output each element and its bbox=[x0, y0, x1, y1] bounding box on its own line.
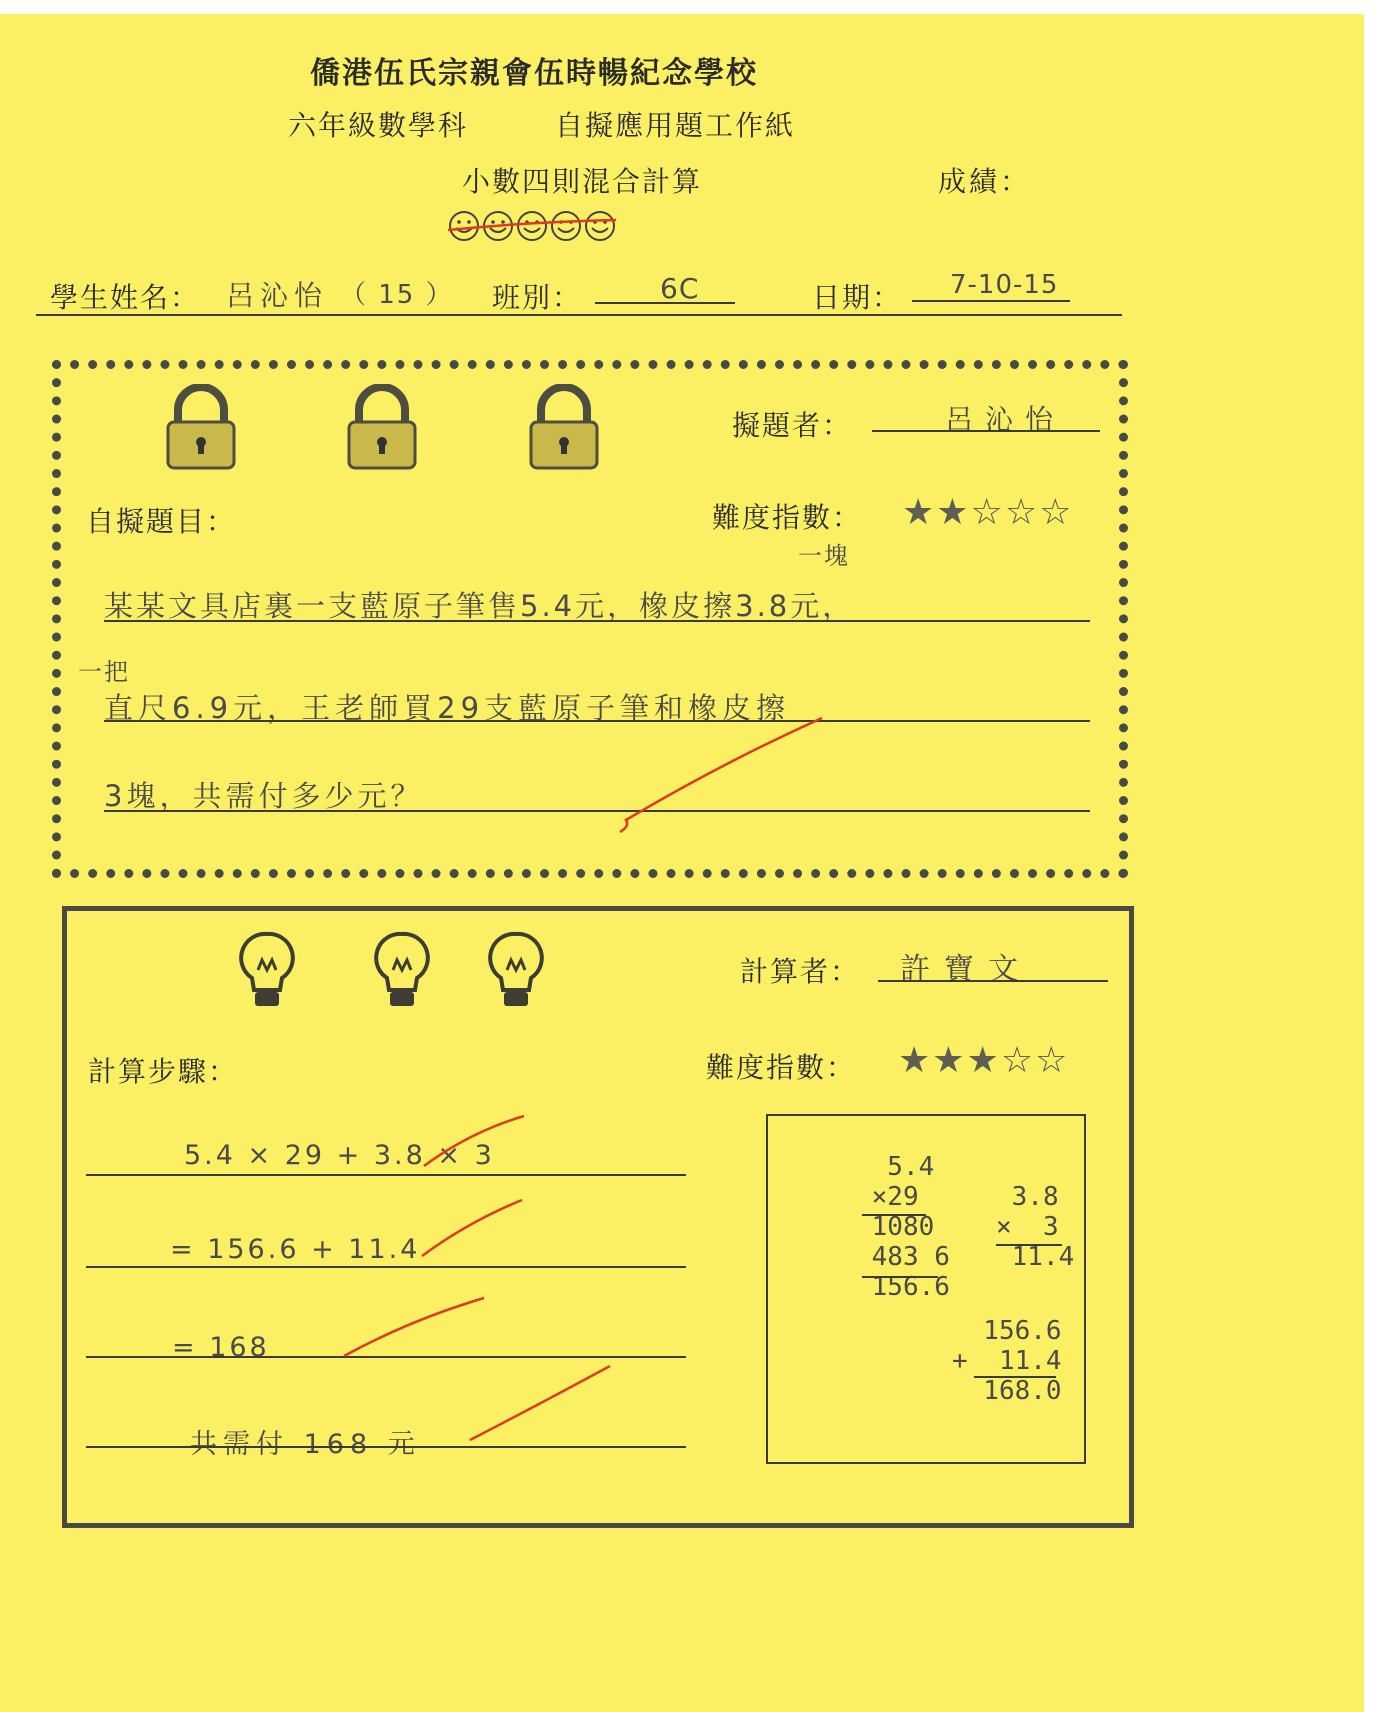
question-insert-2: 一把 bbox=[78, 658, 130, 686]
working-addition: 156.6 + 11.4 168.0 bbox=[952, 1316, 1062, 1406]
star-empty-icon: ☆☆☆ bbox=[970, 492, 1074, 533]
step-3: = 168 bbox=[172, 1332, 270, 1363]
student-info-underline bbox=[36, 314, 1122, 316]
worksheet-title: 自擬應用題工作紙 bbox=[555, 109, 796, 142]
red-check-mark bbox=[418, 1196, 528, 1262]
steps-label: 計算步驟： bbox=[88, 1055, 239, 1088]
question-line-2-rule bbox=[104, 720, 1090, 722]
class-label: 班別： bbox=[492, 281, 583, 314]
question-prompt-label: 自擬題目： bbox=[86, 505, 237, 538]
solver-name: 許寶文 bbox=[900, 952, 1032, 987]
question-author: 呂沁怡 bbox=[945, 403, 1066, 436]
step-2-rule bbox=[86, 1266, 686, 1268]
working-c-rule bbox=[974, 1376, 1056, 1378]
class-value: 6C bbox=[660, 272, 700, 305]
solver-underline bbox=[878, 980, 1108, 982]
student-name-label: 學生姓名： bbox=[50, 281, 201, 314]
question-author-underline bbox=[872, 430, 1100, 432]
star-filled-icon: ★★★ bbox=[898, 1040, 1001, 1081]
red-check-mark bbox=[420, 1112, 530, 1172]
question-line-2: 直尺6.9元，王老師買29支藍原子筆和橡皮擦 bbox=[104, 691, 791, 725]
question-line-1: 某某文具店裏一支藍原子筆售5.4元，橡皮擦3.8元， bbox=[104, 589, 855, 623]
star-filled-icon: ★★ bbox=[902, 492, 971, 533]
working-multiplication-b: 3.8 × 3 11.4 bbox=[996, 1182, 1075, 1272]
solution-difficulty-label: 難度指數： bbox=[706, 1051, 857, 1084]
step-2: = 156.6 + 11.4 bbox=[170, 1234, 421, 1265]
date-label: 日期： bbox=[812, 281, 903, 314]
light-bulb-icon bbox=[373, 930, 431, 1012]
date-value: 7-10-15 bbox=[950, 270, 1059, 300]
solver-label: 計算者： bbox=[740, 955, 861, 988]
worksheet-paper bbox=[0, 14, 1364, 1712]
question-insert-1: 一塊 bbox=[798, 542, 850, 570]
smiley-faces-score bbox=[448, 208, 618, 253]
step-1-rule bbox=[86, 1174, 686, 1176]
question-difficulty-label: 難度指數： bbox=[712, 501, 863, 534]
step-4: 共需付 168 元 bbox=[190, 1429, 421, 1460]
star-empty-icon: ☆☆ bbox=[1000, 1040, 1070, 1081]
light-bulb-icon bbox=[238, 930, 296, 1012]
solution-difficulty-stars bbox=[898, 1040, 1069, 1081]
working-multiplication-a: 5.4 ×29 1080 483 6 156.6 bbox=[871, 1152, 950, 1302]
lock-icon bbox=[527, 384, 601, 472]
date-underline bbox=[912, 300, 1070, 302]
question-line-3: 3塊，共需付多少元？ bbox=[104, 779, 424, 813]
red-check-mark bbox=[340, 1294, 490, 1362]
question-line-1-rule bbox=[104, 620, 1090, 622]
subject-title: 六年級數學科 bbox=[288, 109, 469, 142]
question-author-label: 擬題者： bbox=[732, 409, 853, 442]
step-1: 5.4 × 29 + 3.8 × 3 bbox=[184, 1140, 495, 1171]
working-a-rule-2 bbox=[862, 1276, 938, 1278]
question-line-3-rule bbox=[104, 810, 1090, 812]
score-label: 成績： bbox=[938, 165, 1032, 198]
student-name: 呂沁怡 bbox=[226, 279, 329, 312]
lock-icon bbox=[164, 384, 238, 472]
working-a-rule-1 bbox=[862, 1214, 926, 1216]
school-name: 僑港伍氏宗親會伍時暢紀念學校 bbox=[310, 56, 758, 91]
lock-icon bbox=[345, 384, 419, 472]
red-check-mark bbox=[466, 1362, 616, 1446]
topic-title: 小數四則混合計算 bbox=[462, 165, 703, 198]
student-number: （ 15 ） bbox=[340, 280, 454, 310]
working-b-rule bbox=[996, 1244, 1062, 1246]
smiley-faces-icon bbox=[448, 208, 618, 244]
red-check-mark bbox=[600, 714, 860, 844]
question-difficulty-stars bbox=[902, 492, 1073, 533]
step-4-rule bbox=[86, 1446, 686, 1448]
class-underline bbox=[595, 302, 735, 304]
light-bulb-icon bbox=[487, 930, 545, 1012]
